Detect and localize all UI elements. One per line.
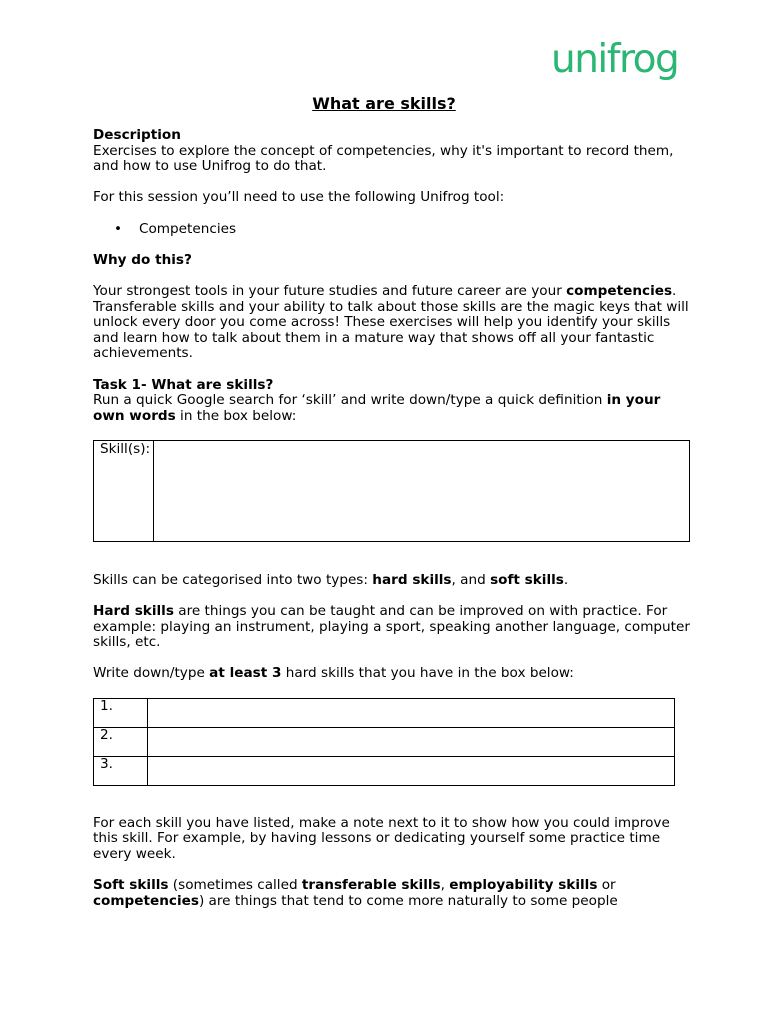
bullet-icon: • <box>114 220 123 237</box>
write-down-instruction: Write down/type at least 3 hard skills that you have in the box below: <box>93 665 574 682</box>
page-title: What are skills? <box>312 94 456 113</box>
task1-heading: Task 1- What are skills? <box>93 376 274 393</box>
description-text: Exercises to explore the concept of competencies, why it's important to record them, and how to use Unifrog to do that. <box>93 142 674 175</box>
categories-text: Skills can be categorised into two types: hard skills, and soft skills. <box>93 571 569 588</box>
table-row <box>94 756 675 785</box>
hard-skill-field[interactable] <box>148 756 675 785</box>
tool-list-item <box>93 222 693 238</box>
hard-skills-paragraph: Hard skills are things you can be taught and can be improved on with practice. For example: playing an instrument, playing a sport, speaking another language, computer skills, etc. <box>93 603 690 651</box>
skill-definition-box <box>93 440 690 542</box>
skill-box-label: Skill(s): <box>94 441 154 541</box>
hard-skills-table <box>93 698 675 786</box>
row-number: 3. <box>94 756 148 785</box>
why-paragraph: Your strongest tools in your future studies and future career are your competencies. Transferable skills and your ability to talk about those skills are the magic keys that will unlock every door you come across! These exercises will help you identify your skills and learn how to talk about them in a mature way that shows off all your fantastic achievements. <box>93 282 689 362</box>
tool-label: Competencies <box>139 220 237 237</box>
table-row <box>94 727 675 756</box>
table-row <box>94 698 675 727</box>
skill-definition-field[interactable] <box>154 441 689 541</box>
why-heading: Why do this? <box>93 251 192 268</box>
unifrog-logo: unifrog <box>551 37 679 82</box>
soft-skills-paragraph: Soft skills (sometimes called transferable skills, employability skills or competencies) are things that tend to come more naturally to some people <box>93 877 618 909</box>
row-number: 1. <box>94 698 148 727</box>
hard-skill-field[interactable] <box>148 698 675 727</box>
hard-skill-field[interactable] <box>148 727 675 756</box>
session-intro: For this session you’ll need to use the following Unifrog tool: <box>93 189 505 206</box>
description-heading: Description <box>93 127 181 143</box>
document-body <box>93 128 693 909</box>
improve-paragraph: For each skill you have listed, make a note next to it to show how you could improve this skill. For example, by having lessons or dedicating yourself some practice time every week. <box>93 814 670 862</box>
task1-instructions: Run a quick Google search for ‘skill’ and write down/type a quick definition in your own words in the box below: <box>93 392 661 424</box>
row-number: 2. <box>94 727 148 756</box>
